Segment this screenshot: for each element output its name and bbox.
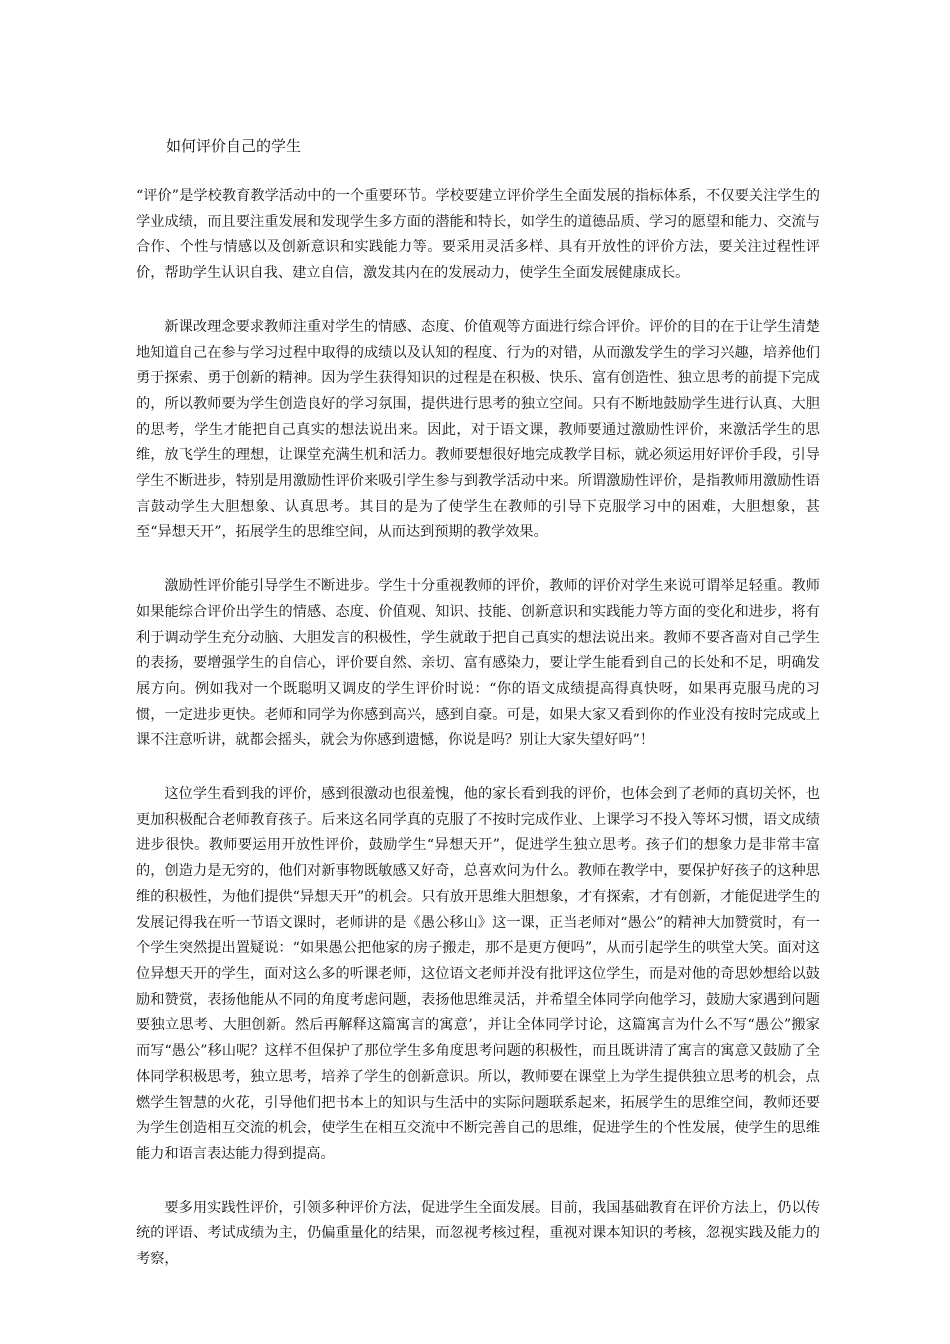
document-title: 如何评价自己的学生 — [166, 137, 302, 155]
paragraph-1: “评价”是学校教育教学活动中的一个重要环节。学校要建立评价学生全面发展的指标体系，不仅要关注学生的学业成绩，而且要注重发展和发现学生多方面的潜能和特长，如学生的道德品质、学习的愿望和能力、交流与合作、个性与情感以及创新意识和实践能力等。要采用灵活多样、具有开放性的评价方法，要关注过程性评价，帮助学生认识自我、建立自信，激发其内在的发展动力，使学生全面发展健康成长。 — [136, 188, 820, 282]
document-page — [136, 126, 820, 1301]
paragraph-2: 新课改理念要求教师注重对学生的情感、态度、价值观等方面进行综合评价。评价的目的在于让学生清楚地知道自己在参与学习过程中取得的成绩以及认知的程度、行为的对错，从而激发学生的学习兴趣，培养他们勇于探索、勇于创新的精神。因为学生获得知识的过程是在积极、快乐、富有创造性、独立思考的前提下完成的，所以教师要为学生创造良好的学习氛围，提供进行思考的独立空间。只有不断地鼓励学生进行认真、大胆的思考，学生才能把自己真实的想法说出来。因此，对于语文课，教师要通过激励性评价，来激活学生的思维，放飞学生的理想，让课堂充满生机和活力。教师要想很好地完成教学目标，就必须运用好评价手段，引导学生不断进步，特别是用激励性评价来吸引学生参与到教学活动中来。所谓激励性评价，是指教师用激励性语言鼓动学生大胆想象、认真思考。其目的是为了使学生在教师的引导下克服学习中的困难，大胆想象，甚至“异想天开”，拓展学生的思维空间，从而达到预期的教学效果。 — [136, 318, 820, 541]
paragraph-4: 这位学生看到我的评价，感到很激动也很羞愧，他的家长看到我的评价，也体会到了老师的真切关怀，也更加积极配合老师教育孩子。后来这名同学真的克服了不按时完成作业、上课学习不投入等坏习惯，语文成绩进步很快。教师要运用开放性评价，鼓励学生“异想天开”，促进学生独立思考。孩子们的想象力是非常丰富的，创造力是无穷的，他们对新事物既敏感又好奇，总喜欢问为什么。教师在教学中，要保护好孩子的这种思维的积极性，为他们提供“异想天开”的机会。只有放开思维大胆想象，才有探索，才有创新，才能促进学生的发展记得我在听一节语文课时，老师讲的是《愚公移山》这一课，正当老师对“愚公”的精神大加赞赏时，有一个学生突然提出置疑说：“如果愚公把他家的房子搬走，那不是更方便吗”，从而引起学生的哄堂大笑。面对这位异想天开的学生，面对这么多的听课老师，这位语文老师并没有批评这位学生，而是对他的奇思妙想给以鼓励和赞赏，表扬他能从不同的角度考虑问题，表扬他思维灵活，并希望全体同学向他学习，鼓励大家遇到问题要独立思考、大胆创新。然后再解释这篇寓言的寓意’，并让全体同学讨论，这篇寓言为什么不写“愚公”搬家而写“愚公”移山呢？这样不但保护了那位学生多角度思考问题的积极性，而且既讲清了寓言的寓意又鼓励了全体同学积极思考，独立思考，培养了学生的创新意识。所以，教师要在课堂上为学生提供独立思考的机会，点燃学生智慧的火花，引导他们把书本上的知识与生活中的实际问题联系起来，拓展学生的思维空间，教师还要为学生创造相互交流的机会，使学生在相互交流中不断完善自己的思维，促进学生的个性发展，使学生的思维能力和语言表达能力得到提高。 — [136, 786, 820, 1162]
paragraph-3: 激励性评价能引导学生不断进步。学生十分重视教师的评价，教师的评价对学生来说可谓举足轻重。教师如果能综合评价出学生的情感、态度、价值观、知识、技能、创新意识和实践能力等方面的变化和进步，将有利于调动学生充分动脑、大胆发言的积极性，学生就敢于把自己真实的想法说出来。教师不要吝啬对自己学生的表扬，要增强学生的自信心，评价要自然、亲切、富有感染力，要让学生能看到自己的长处和不足，明确发展方向。例如我对一个既聪明又调皮的学生评价时说：“你的语文成绩提高得真快呀，如果再克服马虎的习惯，一定进步更快。老师和同学为你感到高兴，感到自豪。可是，如果大家又看到你的作业没有按时完成或上课不注意听讲，就都会摇头，就会为你感到遗憾，你说是吗？别让大家失望好吗”！ — [136, 578, 820, 749]
paragraph-5: 要多用实践性评价，引领多种评价方法，促进学生全面发展。目前，我国基础教育在评价方法上，仍以传统的评语、考试成绩为主，仍偏重量化的结果，而忽视考核过程，重视对课本知识的考核，忽视实践及能力的考察， — [136, 1199, 820, 1268]
